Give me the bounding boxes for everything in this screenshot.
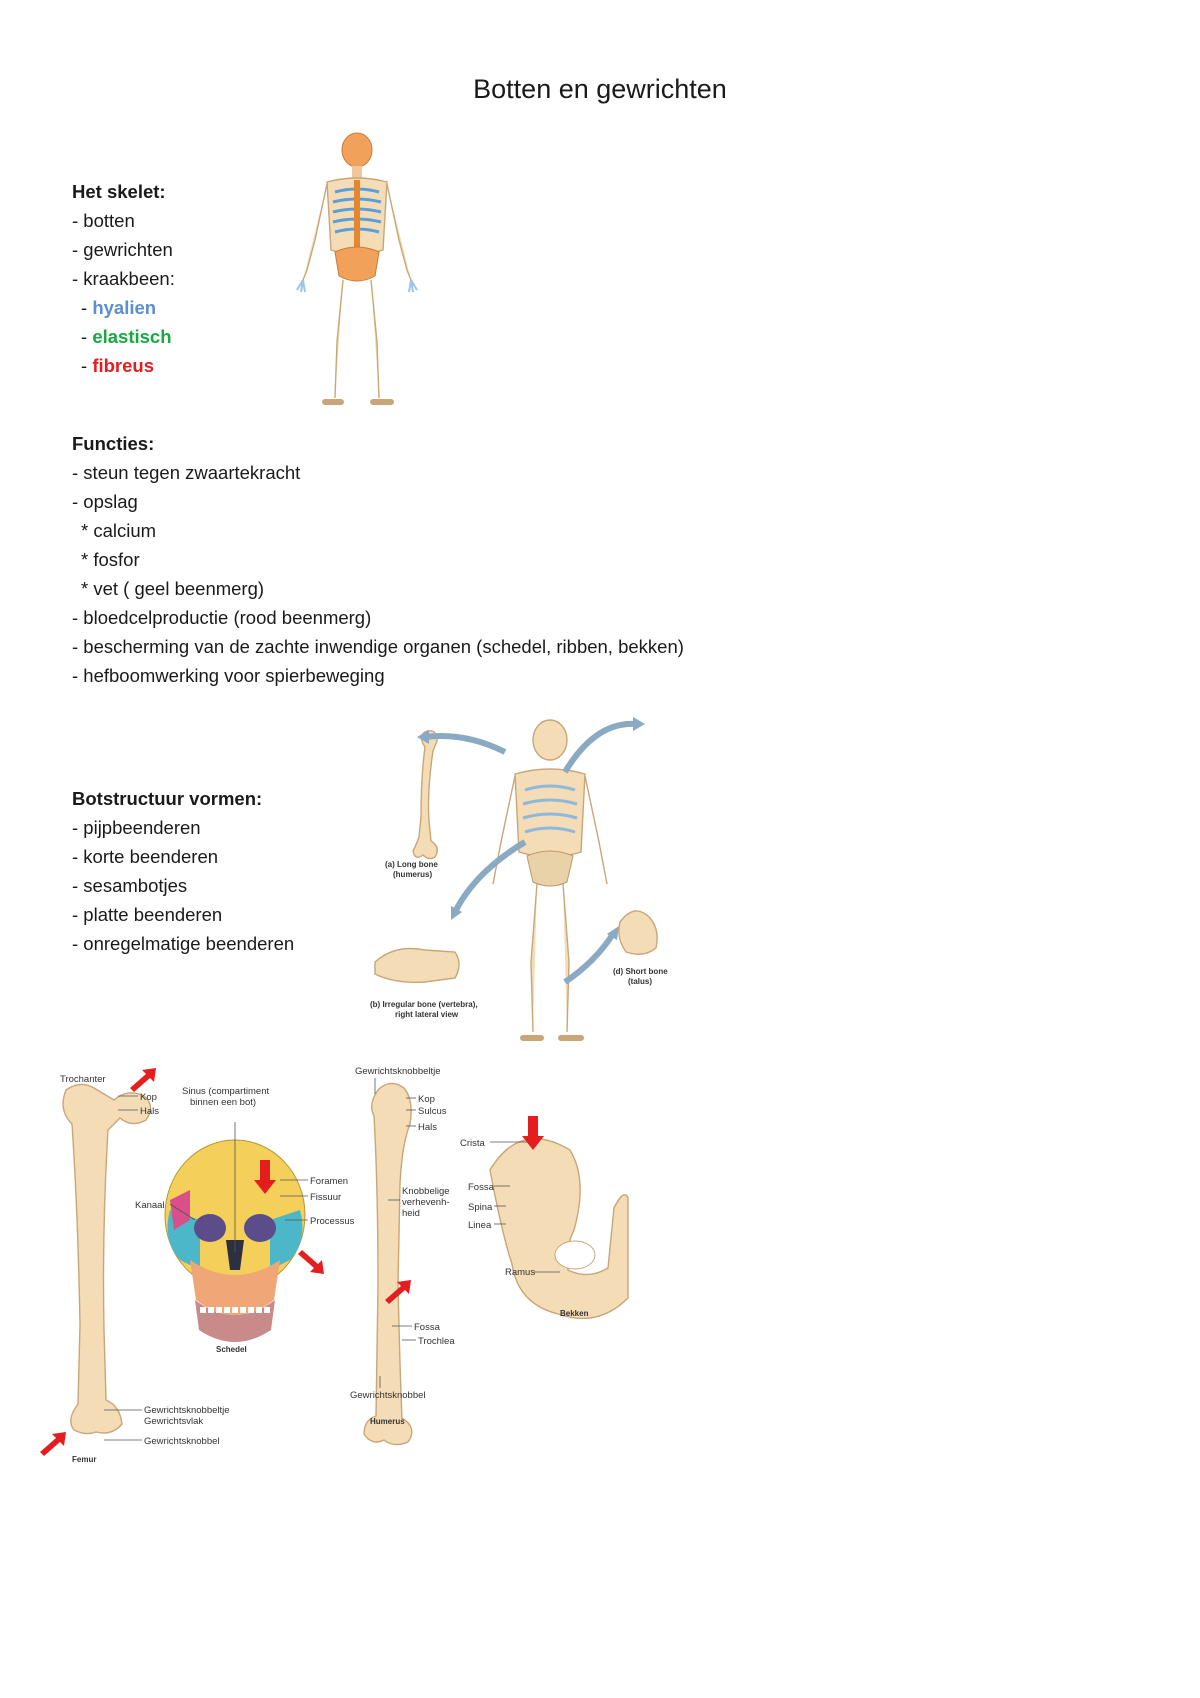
- cartilage-item-elastisch: - elastisch: [81, 326, 172, 347]
- femur-label-hals: Hals: [140, 1106, 160, 1117]
- humerus-label-knobbelige-line2: verhevenh-: [402, 1197, 450, 1208]
- list-item: - kraakbeen:: [72, 268, 175, 289]
- femur-label-kop: Kop: [140, 1092, 157, 1103]
- list-item: - pijpbeenderen: [72, 817, 201, 838]
- list-item: - steun tegen zwaartekracht: [72, 462, 301, 483]
- short-bone-caption-line1: (d) Short bone: [613, 967, 668, 976]
- long-bone-caption-line1: (a) Long bone: [385, 860, 438, 869]
- red-arrow-icon: [130, 1068, 156, 1092]
- pelvis-image: [490, 1139, 628, 1319]
- list-item: - bescherming van de zachte inwendige organen (schedel, ribben, bekken): [72, 636, 684, 657]
- irregular-bone-caption-line2: right lateral view: [395, 1010, 459, 1019]
- humerus-caption: Humerus: [370, 1417, 405, 1426]
- list-item: * calcium: [81, 520, 157, 541]
- list-item: - korte beenderen: [72, 846, 219, 867]
- femur-caption: Femur: [72, 1455, 97, 1464]
- bone-types-figure: [355, 712, 725, 1052]
- arrow-icon: [633, 717, 645, 731]
- vertebra-image: [375, 949, 459, 983]
- cartilage-item-fibreus: - fibreus: [81, 355, 154, 376]
- functies-heading: Functies:: [72, 433, 155, 454]
- skull-label-fissuur: Fissuur: [310, 1192, 342, 1203]
- humerus-label-hals: Hals: [418, 1122, 438, 1133]
- femur-label-trochanter: Trochanter: [60, 1074, 106, 1085]
- list-item: * vet ( geel beenmerg): [81, 578, 265, 599]
- list-item: * fosfor: [81, 549, 140, 570]
- humerus-label-knobbelige-line1: Knobbelige: [402, 1186, 450, 1197]
- humerus-label-gewrichtsknobbel: Gewrichtsknobbel: [350, 1390, 426, 1401]
- red-arrow-icon: [298, 1250, 324, 1274]
- cartilage-item-hyalien: - hyalien: [81, 297, 157, 318]
- list-item: - onregelmatige beenderen: [72, 933, 295, 954]
- page-title: Botten en gewrichten: [473, 74, 727, 104]
- humerus-label-kop: Kop: [418, 1094, 435, 1105]
- list-item: - opslag: [72, 491, 138, 512]
- talus-image: [619, 911, 657, 954]
- list-item: - bloedcelproductie (rood beenmerg): [72, 607, 372, 628]
- botstructuur-heading: Botstructuur vormen:: [72, 788, 263, 809]
- femur-label-gewrichtsknobbeltje: Gewrichtsknobbeltje: [144, 1405, 230, 1416]
- pelvis-label-fossa: Fossa: [468, 1182, 494, 1193]
- arrow-icon: [565, 934, 613, 982]
- functies-section: [72, 429, 684, 690]
- humerus-label-sulcus: Sulcus: [418, 1106, 447, 1117]
- pelvis-label-linea: Linea: [468, 1220, 492, 1231]
- arrow-icon: [565, 724, 635, 772]
- skull-label-processus: Processus: [310, 1216, 355, 1227]
- anatomy-figure: [30, 1060, 630, 1480]
- skull-caption: Schedel: [216, 1345, 247, 1354]
- skull-label-sinus-line2: binnen een bot): [190, 1097, 257, 1108]
- skelet-heading: Het skelet:: [72, 181, 166, 202]
- pelvis-label-crista: Crista: [460, 1138, 485, 1149]
- arrow-icon: [425, 736, 505, 752]
- femur-image: [63, 1084, 150, 1433]
- humerus-label-gewrichtsknobbeltje: Gewrichtsknobbeltje: [355, 1066, 441, 1077]
- long-bone-image: [413, 731, 437, 859]
- pelvis-label-spina: Spina: [468, 1202, 493, 1213]
- arrow-icon: [455, 842, 525, 912]
- long-bone-caption-line2: (humerus): [393, 870, 433, 879]
- femur-label-gewrichtsvlak: Gewrichtsvlak: [144, 1416, 204, 1427]
- full-skeleton-image: [493, 720, 607, 1038]
- pelvis-label-ramus: Ramus: [505, 1267, 536, 1278]
- list-item: - hefboomwerking voor spierbeweging: [72, 665, 385, 686]
- irregular-bone-caption-line1: (b) Irregular bone (vertebra),: [370, 1000, 478, 1009]
- skeleton-illustration: [285, 130, 425, 415]
- skull-label-kanaal: Kanaal: [135, 1200, 165, 1211]
- humerus-label-knobbelige-line3: heid: [402, 1208, 420, 1219]
- short-bone-caption-line2: (talus): [628, 977, 652, 986]
- femur-label-gewrichtsknobbel: Gewrichtsknobbel: [144, 1436, 220, 1447]
- list-item: - botten: [72, 210, 135, 231]
- skelet-section: [72, 177, 175, 380]
- red-arrow-icon: [40, 1432, 66, 1456]
- pelvis-caption: Bekken: [560, 1309, 589, 1318]
- humerus-label-fossa: Fossa: [414, 1322, 440, 1333]
- list-item: - gewrichten: [72, 239, 173, 260]
- humerus-label-trochlea: Trochlea: [418, 1336, 455, 1347]
- list-item: - platte beenderen: [72, 904, 223, 925]
- botstructuur-section: [72, 784, 294, 958]
- list-item: - sesambotjes: [72, 875, 188, 896]
- skull-label-sinus-line1: Sinus (compartiment: [182, 1086, 270, 1097]
- skull-label-foramen: Foramen: [310, 1176, 349, 1187]
